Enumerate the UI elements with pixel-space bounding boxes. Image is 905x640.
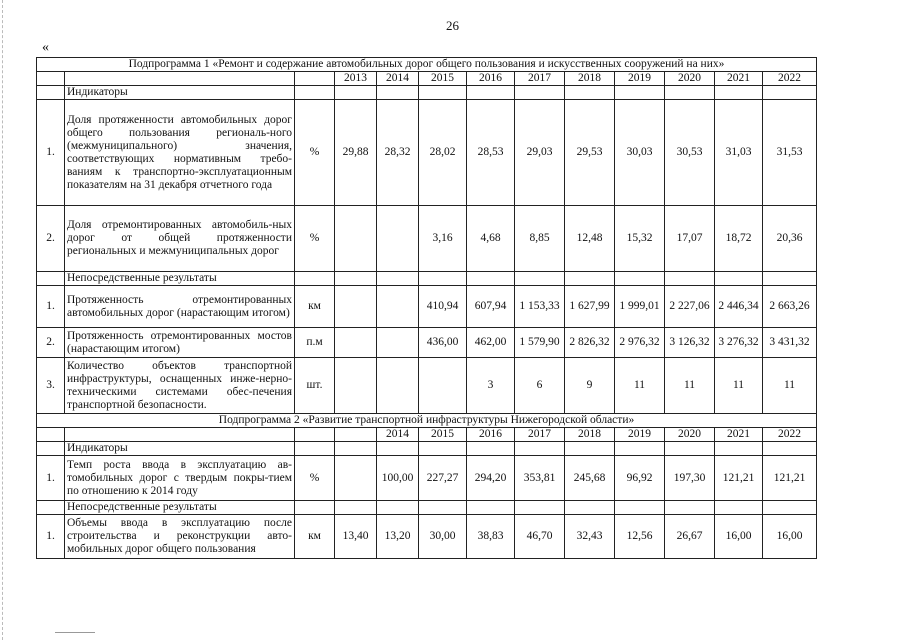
empty-cell: [37, 428, 65, 442]
row-unit: %: [295, 456, 335, 501]
empty-cell: [295, 442, 335, 456]
year-header: 2016: [467, 428, 515, 442]
value-cell: [335, 328, 377, 358]
program-table: [36, 57, 817, 559]
empty-cell: [565, 442, 615, 456]
subprogram-title: Подпрограмма 2 «Развитие транспортной инфраструктуры Нижегородской области»: [37, 414, 817, 428]
empty-cell: [295, 501, 335, 515]
year-header: 2015: [419, 428, 467, 442]
year-header: 2021: [715, 428, 763, 442]
value-cell: 20,36: [763, 206, 817, 272]
year-header: 2020: [665, 428, 715, 442]
empty-cell: [65, 428, 295, 442]
value-cell: [335, 206, 377, 272]
empty-cell: [615, 442, 665, 456]
row-description: Объемы ввода в эксплуатацию после строительства и реконструкции авто-мобильных дорог общего пользования: [65, 515, 295, 559]
value-cell: 1 999,01: [615, 286, 665, 328]
value-cell: 1 153,33: [515, 286, 565, 328]
value-cell: 3 431,32: [763, 328, 817, 358]
value-cell: [377, 286, 419, 328]
row-number: 1.: [37, 286, 65, 328]
year-header: 2019: [615, 428, 665, 442]
value-cell: 2 227,06: [665, 286, 715, 328]
value-cell: [419, 358, 467, 414]
empty-cell: [515, 442, 565, 456]
empty-cell: [335, 272, 377, 286]
empty-cell: [467, 442, 515, 456]
value-cell: 11: [615, 358, 665, 414]
empty-cell: [715, 442, 763, 456]
empty-cell: [37, 86, 65, 100]
opening-quote: «: [42, 40, 49, 55]
empty-cell: [715, 501, 763, 515]
value-cell: 3,16: [419, 206, 467, 272]
subprogram-title: Подпрограмма 1 «Ремонт и содержание автомобильных дорог общего пользования и искусственных сооружений на них»: [37, 58, 817, 72]
section-label: Индикаторы: [65, 442, 295, 456]
prog1-title-row: [37, 58, 817, 72]
empty-cell: [335, 442, 377, 456]
empty-cell: [763, 501, 817, 515]
value-cell: [335, 456, 377, 501]
row-number: 1.: [37, 100, 65, 206]
value-cell: 11: [665, 358, 715, 414]
row-number: 2.: [37, 206, 65, 272]
page-edge: [2, 0, 4, 640]
empty-cell: [615, 86, 665, 100]
prog2-results-row: [37, 501, 817, 515]
footer-rule: [55, 632, 95, 633]
row-description: Количество объектов транспортной инфраструктуры, оснащенных инже-нерно-техническими системами обес-печения транспортной безопасности.: [65, 358, 295, 414]
table-row: [37, 456, 817, 501]
value-cell: [377, 328, 419, 358]
value-cell: 410,94: [419, 286, 467, 328]
value-cell: 29,88: [335, 100, 377, 206]
value-cell: 227,27: [419, 456, 467, 501]
empty-cell: [335, 86, 377, 100]
value-cell: 11: [715, 358, 763, 414]
year-header: 2018: [565, 72, 615, 86]
value-cell: 607,94: [467, 286, 515, 328]
empty-cell: [65, 72, 295, 86]
row-unit: км: [295, 515, 335, 559]
empty-cell: [615, 272, 665, 286]
row-unit: п.м: [295, 328, 335, 358]
year-header: 2018: [565, 428, 615, 442]
empty-cell: [763, 272, 817, 286]
value-cell: 3: [467, 358, 515, 414]
value-cell: 30,03: [615, 100, 665, 206]
value-cell: 30,00: [419, 515, 467, 559]
empty-cell: [565, 272, 615, 286]
empty-cell: [377, 272, 419, 286]
value-cell: 2 976,32: [615, 328, 665, 358]
value-cell: 15,32: [615, 206, 665, 272]
empty-cell: [467, 86, 515, 100]
year-header: 2015: [419, 72, 467, 86]
value-cell: 31,03: [715, 100, 763, 206]
value-cell: 4,68: [467, 206, 515, 272]
row-unit: км: [295, 286, 335, 328]
empty-cell: [37, 272, 65, 286]
value-cell: 11: [763, 358, 817, 414]
value-cell: 121,21: [715, 456, 763, 501]
year-header: 2017: [515, 428, 565, 442]
value-cell: 2 446,34: [715, 286, 763, 328]
value-cell: 462,00: [467, 328, 515, 358]
empty-cell: [419, 442, 467, 456]
empty-cell: [665, 501, 715, 515]
row-description: Доля отремонтированных автомобиль-ных дорог от общей протяженности региональных и межмуниципальных дорог: [65, 206, 295, 272]
table-row: [37, 515, 817, 559]
value-cell: [377, 358, 419, 414]
row-description: Темп роста ввода в эксплуатацию ав-томобильных дорог с твердым покры-тием по отношению к 2014 году: [65, 456, 295, 501]
prog1-years-row: [37, 72, 817, 86]
table-row: [37, 206, 817, 272]
value-cell: 1 579,90: [515, 328, 565, 358]
value-cell: 6: [515, 358, 565, 414]
year-header: 2022: [763, 428, 817, 442]
value-cell: 245,68: [565, 456, 615, 501]
year-header: 2013: [335, 72, 377, 86]
table-row: [37, 100, 817, 206]
value-cell: 121,21: [763, 456, 817, 501]
value-cell: 100,00: [377, 456, 419, 501]
prog2-indicators-row: [37, 442, 817, 456]
empty-cell: [515, 501, 565, 515]
empty-cell: [467, 501, 515, 515]
value-cell: 28,32: [377, 100, 419, 206]
row-unit: %: [295, 206, 335, 272]
year-header: 2016: [467, 72, 515, 86]
value-cell: 13,20: [377, 515, 419, 559]
row-number: 2.: [37, 328, 65, 358]
value-cell: 96,92: [615, 456, 665, 501]
empty-cell: [715, 86, 763, 100]
value-cell: 17,07: [665, 206, 715, 272]
value-cell: 12,56: [615, 515, 665, 559]
prog2-title-row: [37, 414, 817, 428]
value-cell: 16,00: [715, 515, 763, 559]
value-cell: [335, 358, 377, 414]
empty-cell: [515, 272, 565, 286]
value-cell: [335, 286, 377, 328]
value-cell: 1 627,99: [565, 286, 615, 328]
year-header: 2014: [377, 72, 419, 86]
empty-cell: [295, 72, 335, 86]
year-header: 2020: [665, 72, 715, 86]
prog1-indicators-row: [37, 86, 817, 100]
value-cell: 46,70: [515, 515, 565, 559]
value-cell: 32,43: [565, 515, 615, 559]
empty-cell: [295, 272, 335, 286]
empty-cell: [377, 501, 419, 515]
value-cell: 28,53: [467, 100, 515, 206]
year-header: 2022: [763, 72, 817, 86]
value-cell: 8,85: [515, 206, 565, 272]
row-number: 3.: [37, 358, 65, 414]
prog2-years-row: [37, 428, 817, 442]
empty-cell: [37, 72, 65, 86]
row-description: Доля протяженности автомобильных дорог общего пользования региональ-ного (межмуниципального) значения, соответствующих нормативным требо-ваниям к транспортно-эксплуатационным показателям на 31 декабря отчетного года: [65, 100, 295, 206]
value-cell: 2 663,26: [763, 286, 817, 328]
empty-cell: [467, 272, 515, 286]
empty-cell: [419, 501, 467, 515]
year-header: 2017: [515, 72, 565, 86]
empty-cell: [37, 501, 65, 515]
section-label: Индикаторы: [65, 86, 295, 100]
value-cell: 3 126,32: [665, 328, 715, 358]
year-header: 2021: [715, 72, 763, 86]
value-cell: 16,00: [763, 515, 817, 559]
empty-cell: [295, 428, 335, 442]
value-cell: 30,53: [665, 100, 715, 206]
empty-cell: [665, 272, 715, 286]
section-label: Непосредственные результаты: [65, 501, 295, 515]
empty-cell: [565, 86, 615, 100]
empty-cell: [715, 272, 763, 286]
year-header: 2019: [615, 72, 665, 86]
row-number: 1.: [37, 515, 65, 559]
value-cell: 294,20: [467, 456, 515, 501]
empty-cell: [763, 442, 817, 456]
row-unit: %: [295, 100, 335, 206]
value-cell: 436,00: [419, 328, 467, 358]
empty-cell: [295, 86, 335, 100]
table-row: [37, 328, 817, 358]
empty-cell: [37, 442, 65, 456]
empty-cell: [515, 86, 565, 100]
empty-cell: [335, 501, 377, 515]
value-cell: 26,67: [665, 515, 715, 559]
empty-cell: [665, 442, 715, 456]
prog1-results-row: [37, 272, 817, 286]
empty-cell: [419, 272, 467, 286]
empty-cell: [377, 86, 419, 100]
table-row: [37, 286, 817, 328]
value-cell: 353,81: [515, 456, 565, 501]
value-cell: 9: [565, 358, 615, 414]
row-number: 1.: [37, 456, 65, 501]
value-cell: 29,53: [565, 100, 615, 206]
value-cell: 197,30: [665, 456, 715, 501]
value-cell: 29,03: [515, 100, 565, 206]
value-cell: 13,40: [335, 515, 377, 559]
empty-cell: [565, 501, 615, 515]
value-cell: 28,02: [419, 100, 467, 206]
year-header: [335, 428, 377, 442]
value-cell: 2 826,32: [565, 328, 615, 358]
value-cell: 38,83: [467, 515, 515, 559]
empty-cell: [419, 86, 467, 100]
empty-cell: [763, 86, 817, 100]
value-cell: 31,53: [763, 100, 817, 206]
empty-cell: [665, 86, 715, 100]
empty-cell: [615, 501, 665, 515]
value-cell: 18,72: [715, 206, 763, 272]
value-cell: 3 276,32: [715, 328, 763, 358]
section-label: Непосредственные результаты: [65, 272, 295, 286]
year-header: 2014: [377, 428, 419, 442]
row-unit: шт.: [295, 358, 335, 414]
page-number: 26: [446, 18, 459, 33]
table-row: [37, 358, 817, 414]
value-cell: [377, 206, 419, 272]
value-cell: 12,48: [565, 206, 615, 272]
row-description: Протяженность отремонтированных мостов (нарастающим итогом): [65, 328, 295, 358]
row-description: Протяженность отремонтированных автомобильных дорог (нарастающим итогом): [65, 286, 295, 328]
empty-cell: [377, 442, 419, 456]
